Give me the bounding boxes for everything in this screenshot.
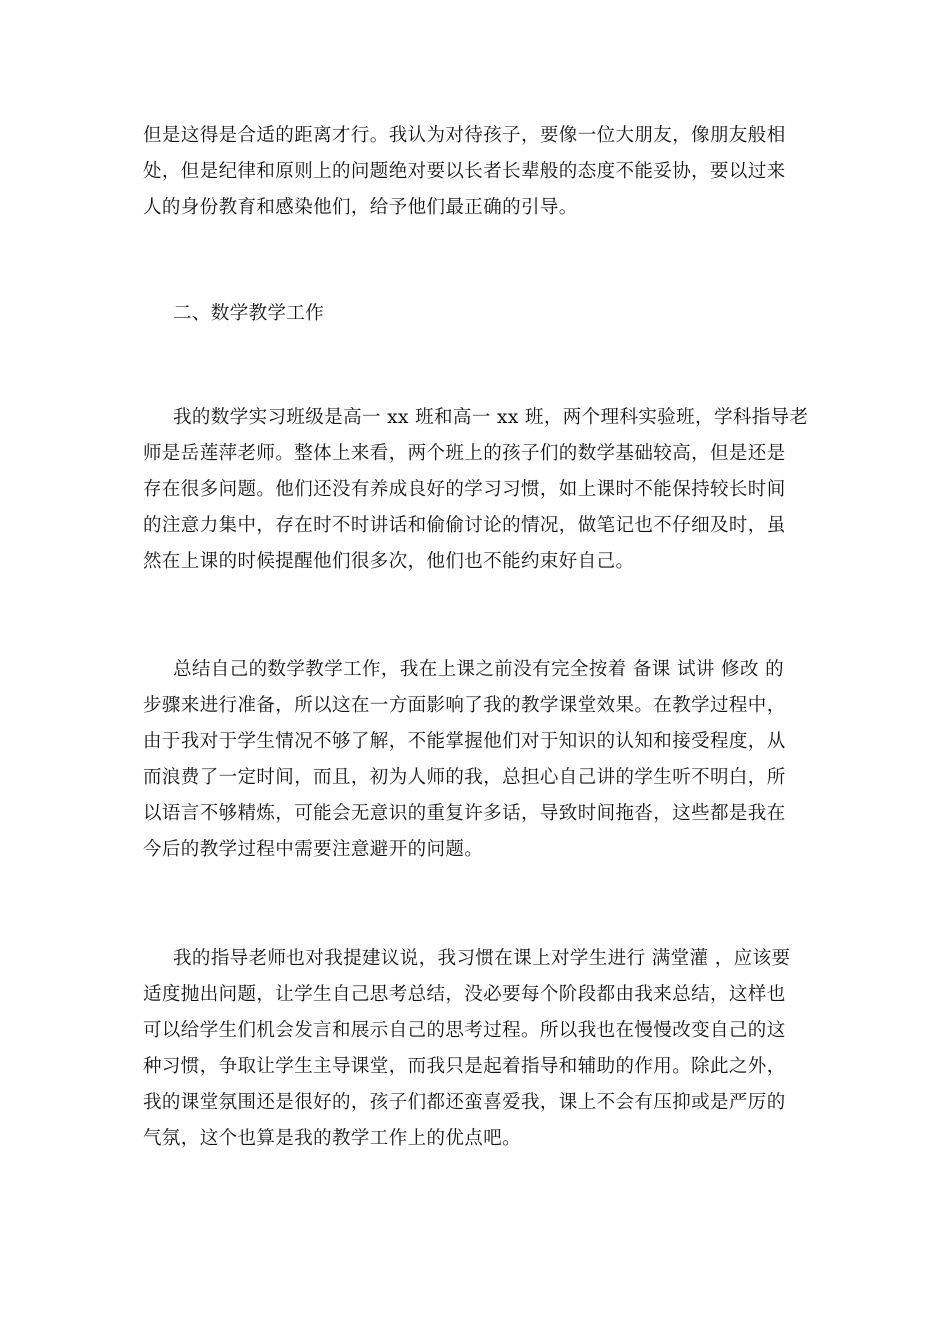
paragraph-2-line: 存在很多问题。他们还没有养成良好的学习习惯，如上课时不能保持较长时间 [143, 479, 786, 500]
paragraph-3-line: 步骤来进行准备，所以这在一方面影响了我的教学课堂效果。在教学过程中， [143, 695, 786, 716]
paragraph-4-line: 我的指导老师也对我提建议说，我习惯在课上对学生进行 满堂灌 ，应该要 [173, 948, 791, 969]
paragraph-4-line: 气氛，这个也算是我的教学工作上的优点吧。 [143, 1128, 522, 1149]
paragraph-3 [143, 652, 808, 868]
paragraph-1 [143, 118, 808, 226]
paragraph-4-line: 我的课堂氛围还是很好的，孩子们都还蛮喜爱我，课上不会有压抑或是严厉的 [143, 1092, 786, 1113]
paragraph-4-line: 可以给学生们机会发言和展示自己的思考过程。所以我也在慢慢改变自己的这 [143, 1020, 786, 1041]
paragraph-2-line: 然在上课的时候提醒他们很多次，他们也不能约束好自己。 [143, 551, 635, 572]
paragraph-2-line: 的注意力集中，存在时不时讲话和偷偷讨论的情况，做笔记也不仔细及时，虽 [143, 515, 786, 536]
paragraph-3-line: 今后的教学过程中需要注意避开的问题。 [143, 839, 484, 860]
paragraph-3-line: 而浪费了一定时间，而且，初为人师的我，总担心自己讲的学生听不明白，所 [143, 767, 786, 788]
paragraph-4-line: 种习惯，争取让学生主导课堂，而我只是起着指导和辅助的作用。除此之外， [143, 1056, 786, 1077]
paragraph-3-line: 以语言不够精炼，可能会无意识的重复许多话，导致时间拖沓，这些都是我在 [143, 803, 786, 824]
section-heading-text: 二、数学教学工作 [173, 303, 325, 324]
paragraph-2 [143, 400, 808, 580]
section-heading [143, 296, 808, 332]
paragraph-3-line: 总结自己的数学教学工作，我在上课之前没有完全按着 备课 试讲 修改 的 [173, 659, 785, 680]
paragraph-3-line: 由于我对于学生情况不够了解，不能掌握他们对于知识的认知和接受程度，从 [143, 731, 786, 752]
paragraph-1-line: 人的身份教育和感染他们，给予他们最正确的引导。 [143, 197, 578, 218]
paragraph-2-line: 师是岳莲萍老师。整体上来看，两个班上的孩子们的数学基础较高，但是还是 [143, 443, 786, 464]
paragraph-1-line: 处，但是纪律和原则上的问题绝对要以长者长辈般的态度不能妥协，要以过来 [143, 161, 786, 182]
paragraph-4-line: 适度抛出问题，让学生自己思考总结，没必要每个阶段都由我来总结，这样也 [143, 984, 786, 1005]
paragraph-2-line: 我的数学实习班级是高一 xx 班和高一 xx 班，两个理科实验班，学科指导老 [173, 407, 809, 428]
paragraph-4 [143, 941, 808, 1157]
paragraph-1-line: 但是这得是合适的距离才行。我认为对待孩子，要像一位大朋友，像朋友般相 [143, 125, 786, 146]
